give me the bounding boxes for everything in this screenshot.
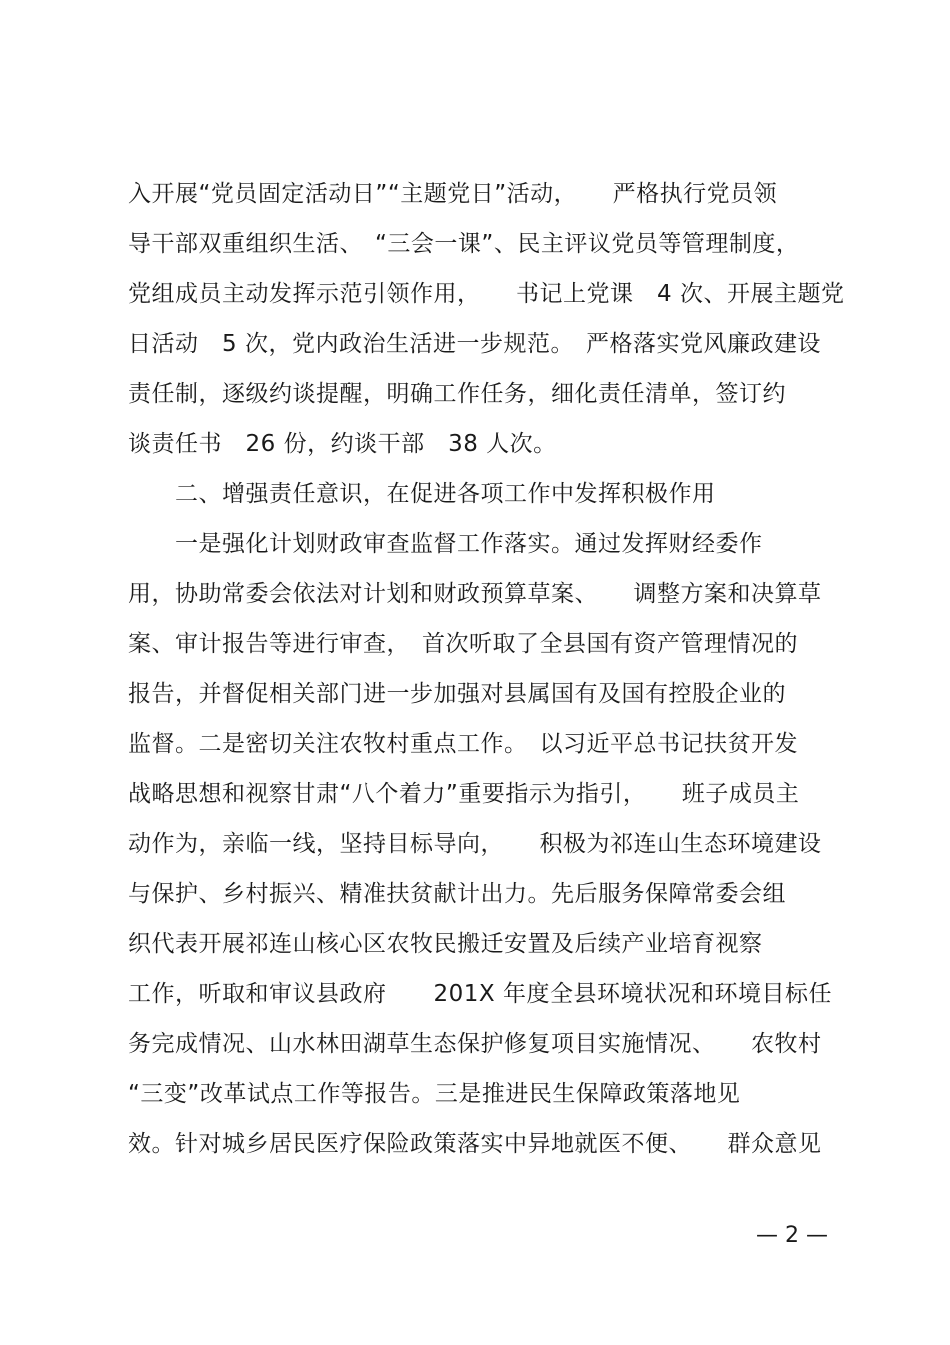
body-text-line: 责任制，逐级约谈提醒，明确工作任务，细化责任清单，签订约: [128, 381, 786, 407]
body-text-line: “三变”改革试点工作等报告。三是推进民生保障政策落地见: [128, 1081, 741, 1107]
page-number: — 2 —: [756, 1223, 828, 1248]
body-text-line: 与保护、乡村振兴、精准扶贫献计出力。先后服务保障常委会组: [128, 881, 786, 907]
body-text-line: 导干部双重组织生活、 “三会一课”、民主评议党员等管理制度，: [128, 231, 800, 257]
body-text-line: 织代表开展祁连山核心区农牧民搬迁安置及后续产业培育视察: [128, 931, 763, 957]
body-text-line: 动作为，亲临一线，坚持目标导向， 积极为祁连山生态环境建设: [128, 831, 822, 857]
body-text-line: 一是强化计划财政审查监督工作落实。通过发挥财经委作: [128, 531, 763, 557]
body-text-line: 用，协助常委会依法对计划和财政预算草案、 调整方案和决算草: [128, 581, 822, 607]
body-text-line: 党组成员主动发挥示范引领作用， 书记上党课 4 次、开展主题党: [128, 281, 845, 307]
body-text-line: 效。针对城乡居民医疗保险政策落实中异地就医不便、 群众意见: [128, 1131, 822, 1157]
body-text-line: 监督。二是密切关注农牧村重点工作。 以习近平总书记扶贫开发: [128, 731, 798, 757]
body-text-line: 案、审计报告等进行审查， 首次听取了全县国有资产管理情况的: [128, 631, 798, 657]
body-text-line: 入开展“党员固定活动日”“主题党日”活动， 严格执行党员领: [128, 181, 778, 207]
body-text-line: 务完成情况、山水林田湖草生态保护修复项目实施情况、 农牧村: [128, 1031, 822, 1057]
section-heading: 二、增强责任意识，在促进各项工作中发挥积极作用: [128, 481, 716, 507]
body-text-line: 报告，并督促相关部门进一步加强对县属国有及国有控股企业的: [128, 681, 786, 707]
body-text-line: 日活动 5 次，党内政治生活进一步规范。 严格落实党风廉政建设: [128, 331, 821, 357]
body-text-line: 谈责任书 26 份，约谈干部 38 人次。: [128, 431, 557, 457]
body-text-line: 工作，听取和审议县政府 201X 年度全县环境状况和环境目标任: [128, 981, 832, 1007]
body-text-line: 战略思想和视察甘肃“八个着力”重要指示为指引， 班子成员主: [128, 781, 800, 807]
